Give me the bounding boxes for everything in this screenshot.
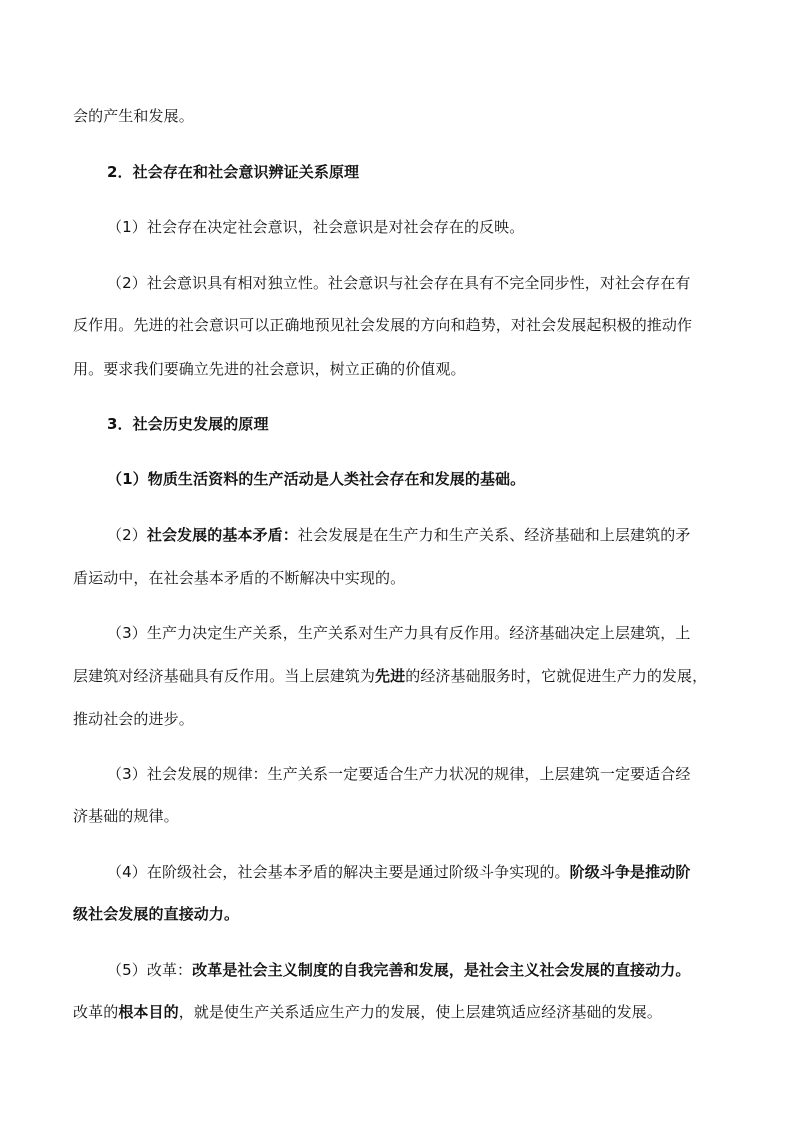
paragraph-2-2-line-2 — [73, 315, 723, 335]
paragraph-2-2-line-1 — [107, 273, 757, 293]
paragraph-3-4-line-2 — [73, 806, 723, 826]
paragraph-2-1 — [107, 217, 757, 237]
text: 会的产生和发展。 — [73, 107, 194, 125]
text: （1）物质生活资料的生产活动是人类社会存在和发展的基础。 — [107, 470, 526, 488]
bold-text: 根本目的 — [118, 1003, 179, 1021]
text: （1）社会存在决定社会意识，社会意识是对社会存在的反映。 — [107, 218, 525, 236]
text: 用。要求我们要确立先进的社会意识，树立正确的价值观。 — [73, 360, 466, 378]
text: 的经济基础服务时，它就促进生产力的发展， — [405, 667, 708, 685]
bold-text: 阶级斗争是推动阶 — [569, 863, 691, 881]
paragraph-3-3-line-3 — [73, 709, 723, 729]
text: （3）社会发展的规律：生产关系一定要适合生产力状况的规律，上层建筑一定要适合经 — [107, 765, 691, 783]
text: 社会发展是在生产力和生产关系、经济基础和上层建筑的矛 — [297, 526, 691, 544]
paragraph-3-6-line-2 — [73, 1002, 723, 1022]
paragraph-3-3-line-1 — [107, 623, 757, 643]
paragraph-2-2-line-3 — [73, 359, 723, 379]
heading-text: 2．社会存在和社会意识辨证关系原理 — [107, 163, 360, 181]
paragraph-3-5-line-2 — [73, 904, 723, 924]
paragraph-3-6-line-1 — [107, 960, 757, 980]
paragraph-3-4-line-1 — [107, 764, 757, 784]
text: 推动社会的进步。 — [73, 710, 194, 728]
text: （3）生产力决定生产关系，生产关系对生产力具有反作用。经济基础决定上层建筑，上 — [107, 624, 691, 642]
paragraph-3-5-line-1 — [107, 862, 757, 882]
text: 济基础的规律。 — [73, 807, 179, 825]
paragraph-continuation — [73, 106, 723, 126]
paragraph-3-2-line-2 — [73, 568, 723, 588]
paragraph-3-3-line-2 — [73, 666, 723, 686]
text: （5）改革： — [107, 961, 193, 979]
text: 层建筑对经济基础具有反作用。当上层建筑为 — [73, 667, 376, 685]
text: 改革的 — [73, 1003, 119, 1021]
section-heading-2 — [107, 162, 757, 182]
text: ，就是使生产关系适应生产力的发展，使上层建筑适应经济基础的发展。 — [178, 1003, 662, 1021]
text: 反作用。先进的社会意识可以正确地预见社会发展的方向和趋势，对社会发展起积极的推动作 — [73, 316, 693, 334]
text: 盾运动中，在社会基本矛盾的不断解决中实现的。 — [73, 569, 406, 587]
paragraph-3-1 — [107, 469, 757, 489]
paragraph-3-2-line-1 — [107, 525, 757, 545]
heading-text: 3．社会历史发展的原理 — [107, 415, 269, 433]
bold-text: 先进 — [375, 667, 406, 685]
text: （2）社会意识具有相对独立性。社会意识与社会存在具有不完全同步性，对社会存在有 — [107, 274, 691, 292]
bold-text: 社会发展的基本矛盾： — [146, 526, 298, 544]
text: 级社会发展的直接动力。 — [73, 905, 240, 923]
text: （4）在阶级社会，社会基本矛盾的解决主要是通过阶级斗争实现的。 — [107, 863, 570, 881]
section-heading-3 — [107, 414, 757, 434]
bold-text: 改革是社会主义制度的自我完善和发展，是社会主义社会发展的直接动力。 — [192, 961, 691, 979]
text: （2） — [107, 526, 147, 544]
